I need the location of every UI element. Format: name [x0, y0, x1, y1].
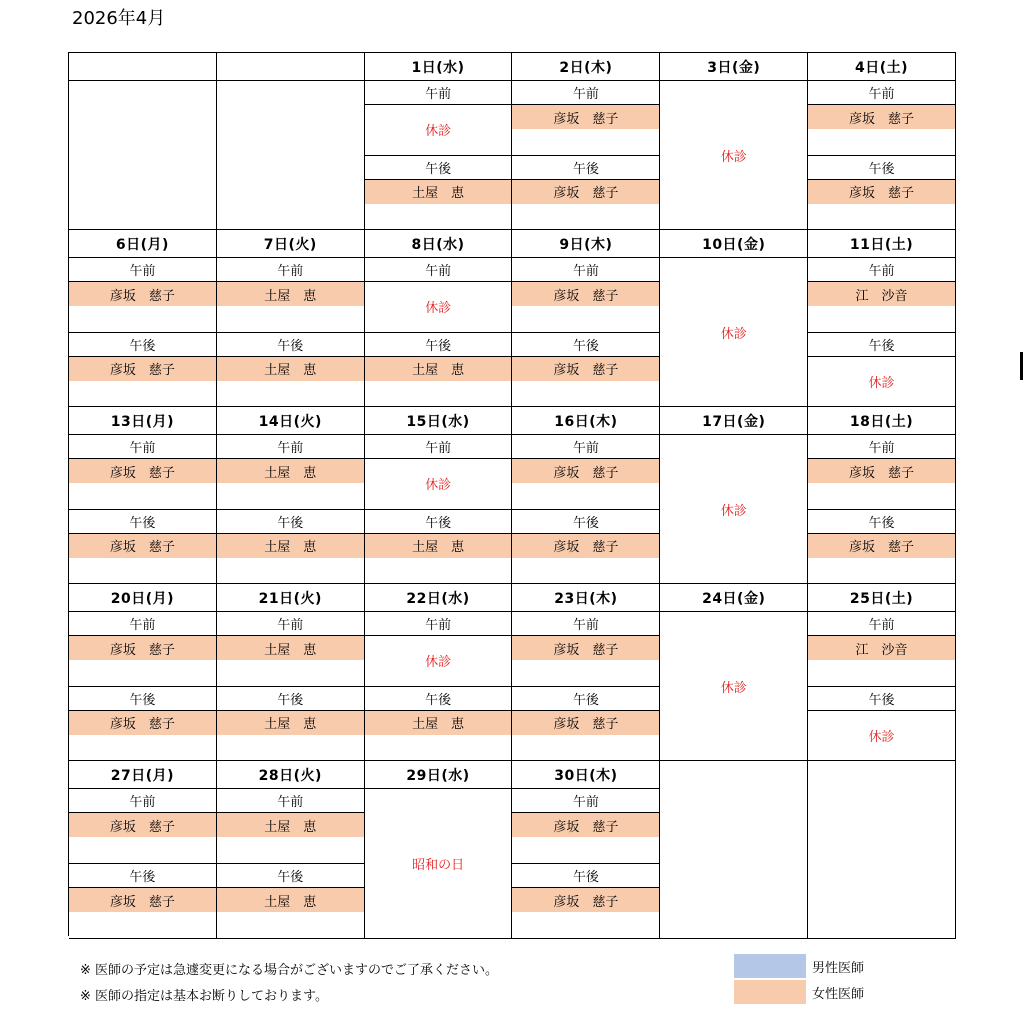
- day-header: [217, 53, 364, 81]
- am-label: 午前: [69, 258, 216, 282]
- day-body: [808, 81, 955, 229]
- pm-label: 午後: [365, 687, 512, 711]
- day-cell: [660, 584, 808, 761]
- legend-item-female: [734, 980, 864, 1004]
- am-period: [217, 789, 364, 863]
- pm-slot: [808, 357, 955, 407]
- am-label: 午前: [365, 258, 512, 282]
- doctor-name: 土屋 恵: [217, 357, 364, 381]
- am-slot: [69, 459, 216, 509]
- empty-day-cell: [69, 53, 217, 230]
- day-cell: [512, 53, 660, 230]
- am-slot: [808, 282, 955, 332]
- am-slot: [512, 636, 659, 686]
- am-slot: [217, 459, 364, 509]
- week-row: [69, 53, 956, 230]
- pm-period: [808, 686, 955, 761]
- empty-day-cell: [217, 53, 365, 230]
- day-cell: [69, 230, 217, 407]
- doctor-name: 土屋 恵: [217, 459, 364, 483]
- pm-period: [217, 686, 364, 761]
- day-header: 17日(金): [660, 407, 807, 435]
- pm-label: 午後: [808, 333, 955, 357]
- day-header: 18日(土): [808, 407, 955, 435]
- am-period: [512, 81, 659, 155]
- am-label: 午前: [217, 612, 364, 636]
- doctor-name: 彦坂 慈子: [512, 180, 659, 204]
- am-slot: [808, 105, 955, 155]
- pm-label: 午後: [512, 687, 659, 711]
- pm-slot: [365, 711, 512, 761]
- doctor-name: 彦坂 慈子: [512, 357, 659, 381]
- day-cell: [365, 761, 513, 939]
- pm-period: [365, 332, 512, 407]
- pm-slot: [217, 888, 364, 938]
- day-header: 14日(火): [217, 407, 364, 435]
- day-cell: [365, 407, 513, 584]
- day-header: 10日(金): [660, 230, 807, 258]
- pm-slot: [365, 534, 512, 584]
- day-cell: [512, 584, 660, 761]
- day-header: 15日(水): [365, 407, 512, 435]
- day-header: 25日(土): [808, 584, 955, 612]
- edge-mark: [1020, 352, 1023, 380]
- pm-period: [512, 155, 659, 230]
- day-body: [69, 789, 216, 938]
- closed-text: 休診: [425, 655, 452, 671]
- am-slot: [365, 282, 512, 332]
- doctor-name: 江 沙音: [808, 282, 955, 306]
- am-label: 午前: [217, 789, 364, 813]
- day-header: 30日(木): [512, 761, 659, 789]
- am-label: 午前: [217, 258, 364, 282]
- day-body: [217, 789, 364, 938]
- pm-slot: [512, 180, 659, 230]
- day-body: [69, 612, 216, 760]
- am-slot: [808, 459, 955, 509]
- am-slot: [217, 636, 364, 686]
- am-slot: [512, 813, 659, 863]
- am-slot: [512, 459, 659, 509]
- am-label: 午前: [365, 81, 512, 105]
- pm-period: [69, 863, 216, 938]
- closed-day-text: 休診: [720, 680, 747, 696]
- doctor-name: 彦坂 慈子: [808, 180, 955, 204]
- closed-day-text: 昭和の日: [412, 858, 465, 873]
- day-header: 1日(水): [365, 53, 512, 81]
- day-body: [808, 612, 955, 760]
- am-period: [512, 258, 659, 332]
- notes: [80, 958, 498, 1010]
- pm-label: 午後: [69, 864, 216, 888]
- pm-period: [365, 155, 512, 230]
- week-row: [69, 407, 956, 584]
- am-period: [69, 435, 216, 509]
- am-period: [69, 789, 216, 863]
- closed-text: 休診: [425, 124, 452, 140]
- week-row: [69, 761, 956, 939]
- pm-slot: [512, 711, 659, 761]
- am-period: [808, 81, 955, 155]
- day-cell: [217, 584, 365, 761]
- am-period: [217, 435, 364, 509]
- closed-day-text: 休診: [720, 149, 747, 165]
- am-period: [365, 258, 512, 332]
- day-cell: [660, 53, 808, 230]
- pm-slot: [512, 888, 659, 938]
- pm-label: 午後: [808, 687, 955, 711]
- pm-slot: [365, 357, 512, 407]
- pm-label: 午後: [365, 156, 512, 180]
- day-cell: [365, 584, 513, 761]
- am-label: 午前: [512, 789, 659, 813]
- pm-period: [69, 686, 216, 761]
- pm-period: [217, 332, 364, 407]
- am-period: [365, 81, 512, 155]
- day-header: 27日(月): [69, 761, 216, 789]
- day-body: [217, 258, 364, 406]
- pm-period: [69, 509, 216, 584]
- doctor-name: 土屋 恵: [217, 888, 364, 912]
- day-cell: [808, 53, 956, 230]
- doctor-name: 彦坂 慈子: [808, 459, 955, 483]
- day-header: 23日(木): [512, 584, 659, 612]
- pm-slot: [217, 711, 364, 761]
- pm-label: 午後: [217, 510, 364, 534]
- day-cell: [217, 230, 365, 407]
- am-period: [217, 258, 364, 332]
- doctor-name: 彦坂 慈子: [512, 636, 659, 660]
- doctor-name: 彦坂 慈子: [69, 357, 216, 381]
- day-header: 22日(水): [365, 584, 512, 612]
- day-header: 20日(月): [69, 584, 216, 612]
- doctor-name: 彦坂 慈子: [512, 534, 659, 558]
- closed-text: 休診: [868, 375, 895, 391]
- day-header: 11日(土): [808, 230, 955, 258]
- pm-slot: [808, 180, 955, 230]
- pm-label: 午後: [217, 864, 364, 888]
- doctor-name: 彦坂 慈子: [512, 711, 659, 735]
- day-cell: [69, 584, 217, 761]
- pm-slot: [69, 357, 216, 407]
- am-label: 午前: [808, 81, 955, 105]
- day-cell: [69, 407, 217, 584]
- doctor-name: 彦坂 慈子: [512, 888, 659, 912]
- doctor-name: 彦坂 慈子: [69, 282, 216, 306]
- am-label: 午前: [69, 612, 216, 636]
- pm-slot: [69, 534, 216, 584]
- am-period: [808, 258, 955, 332]
- am-label: 午前: [365, 612, 512, 636]
- day-cell: [365, 230, 513, 407]
- pm-period: [808, 332, 955, 407]
- day-body: [69, 435, 216, 583]
- am-period: [365, 612, 512, 686]
- am-slot: [365, 459, 512, 509]
- day-header: 13日(月): [69, 407, 216, 435]
- doctor-name: 彦坂 慈子: [69, 459, 216, 483]
- day-header: 2日(木): [512, 53, 659, 81]
- doctor-name: 彦坂 慈子: [512, 813, 659, 837]
- pm-slot: [217, 357, 364, 407]
- legend-item-male: [734, 954, 864, 978]
- am-slot: [512, 105, 659, 155]
- am-label: 午前: [512, 81, 659, 105]
- day-cell: [217, 407, 365, 584]
- pm-label: 午後: [365, 510, 512, 534]
- doctor-name: 彦坂 慈子: [512, 459, 659, 483]
- doctor-name: 彦坂 慈子: [808, 534, 955, 558]
- legend-label: 女性医師: [812, 986, 865, 1002]
- am-period: [512, 789, 659, 863]
- am-period: [217, 612, 364, 686]
- day-cell: [660, 230, 808, 407]
- doctor-name: 土屋 恵: [217, 813, 364, 837]
- pm-slot: [808, 534, 955, 584]
- legend-label: 男性医師: [812, 960, 865, 976]
- closed-day-text: 休診: [720, 503, 747, 519]
- doctor-name: 土屋 恵: [365, 357, 512, 381]
- doctor-name: 彦坂 慈子: [69, 813, 216, 837]
- am-slot: [808, 636, 955, 686]
- day-body: [808, 258, 955, 406]
- doctor-name: 江 沙音: [808, 636, 955, 660]
- day-cell: [808, 230, 956, 407]
- pm-label: 午後: [512, 510, 659, 534]
- pm-period: [808, 509, 955, 584]
- am-label: 午前: [512, 612, 659, 636]
- doctor-name: 土屋 恵: [365, 534, 512, 558]
- pm-label: 午後: [808, 510, 955, 534]
- am-slot: [365, 105, 512, 155]
- am-slot: [69, 282, 216, 332]
- am-label: 午前: [69, 789, 216, 813]
- pm-period: [365, 509, 512, 584]
- empty-day-cell: [808, 761, 956, 939]
- pm-label: 午後: [69, 687, 216, 711]
- am-period: [512, 612, 659, 686]
- am-period: [808, 435, 955, 509]
- day-header: [808, 761, 955, 789]
- day-body: [512, 258, 659, 406]
- pm-label: 午後: [69, 333, 216, 357]
- am-slot: [69, 636, 216, 686]
- day-body: [512, 789, 659, 938]
- pm-label: 午後: [217, 687, 364, 711]
- am-label: 午前: [512, 435, 659, 459]
- pm-period: [512, 686, 659, 761]
- day-header: 6日(月): [69, 230, 216, 258]
- am-label: 午前: [808, 435, 955, 459]
- doctor-name: 彦坂 慈子: [69, 636, 216, 660]
- day-body: [512, 435, 659, 583]
- day-body: [217, 435, 364, 583]
- day-cell: [512, 761, 660, 939]
- legend: [734, 954, 864, 1006]
- doctor-name: 彦坂 慈子: [69, 534, 216, 558]
- day-body: [365, 612, 512, 760]
- pm-period: [69, 332, 216, 407]
- am-period: [808, 612, 955, 686]
- pm-label: 午後: [365, 333, 512, 357]
- pm-slot: [69, 888, 216, 938]
- closed-text: 休診: [425, 301, 452, 317]
- doctor-name: 土屋 恵: [365, 180, 512, 204]
- day-header: [660, 761, 807, 789]
- day-cell: [808, 584, 956, 761]
- note-line: ※ 医師の指定は基本お断りしております。: [80, 989, 328, 1004]
- day-cell: [512, 407, 660, 584]
- doctor-name: 彦坂 慈子: [808, 105, 955, 129]
- week-row: [69, 230, 956, 407]
- day-body: [365, 258, 512, 406]
- day-body: [365, 435, 512, 583]
- doctor-name: 土屋 恵: [217, 636, 364, 660]
- pm-label: 午後: [512, 156, 659, 180]
- schedule-calendar: [68, 52, 956, 936]
- am-slot: [69, 813, 216, 863]
- am-period: [69, 612, 216, 686]
- day-cell: [512, 230, 660, 407]
- day-header: 4日(土): [808, 53, 955, 81]
- day-body: [365, 81, 512, 229]
- pm-period: [512, 332, 659, 407]
- doctor-name: 土屋 恵: [365, 711, 512, 735]
- doctor-name: 彦坂 慈子: [512, 282, 659, 306]
- pm-slot: [69, 711, 216, 761]
- day-header: 3日(金): [660, 53, 807, 81]
- pm-period: [808, 155, 955, 230]
- pm-slot: [217, 534, 364, 584]
- legend-swatch-male: [734, 954, 806, 978]
- day-cell: [808, 407, 956, 584]
- pm-slot: [512, 534, 659, 584]
- note-line: ※ 医師の予定は急遽変更になる場合がございますのでご了承ください。: [80, 963, 499, 978]
- day-body: [217, 612, 364, 760]
- pm-period: [512, 863, 659, 938]
- doctor-name: 彦坂 慈子: [69, 711, 216, 735]
- empty-day-cell: [660, 761, 808, 939]
- day-cell: [217, 761, 365, 939]
- day-header: 28日(火): [217, 761, 364, 789]
- doctor-name: 彦坂 慈子: [69, 888, 216, 912]
- closed-day-text: 休診: [720, 326, 747, 342]
- am-label: 午前: [512, 258, 659, 282]
- day-cell: [365, 53, 513, 230]
- doctor-name: 土屋 恵: [217, 534, 364, 558]
- day-header: 21日(火): [217, 584, 364, 612]
- day-body: [512, 81, 659, 229]
- pm-slot: [365, 180, 512, 230]
- doctor-name: 彦坂 慈子: [512, 105, 659, 129]
- day-header: 16日(木): [512, 407, 659, 435]
- pm-label: 午後: [217, 333, 364, 357]
- am-period: [512, 435, 659, 509]
- day-header: 24日(金): [660, 584, 807, 612]
- page-title: 2026年4月: [72, 8, 166, 29]
- pm-slot: [808, 711, 955, 761]
- pm-label: 午後: [512, 864, 659, 888]
- legend-swatch-female: [734, 980, 806, 1004]
- day-header: 7日(火): [217, 230, 364, 258]
- day-header: 9日(木): [512, 230, 659, 258]
- pm-slot: [512, 357, 659, 407]
- week-row: [69, 584, 956, 761]
- am-label: 午前: [808, 612, 955, 636]
- am-label: 午前: [365, 435, 512, 459]
- day-cell: [660, 407, 808, 584]
- doctor-name: 土屋 恵: [217, 282, 364, 306]
- pm-period: [512, 509, 659, 584]
- am-label: 午前: [808, 258, 955, 282]
- pm-period: [217, 509, 364, 584]
- pm-period: [365, 686, 512, 761]
- day-body: [512, 612, 659, 760]
- day-header: 8日(水): [365, 230, 512, 258]
- pm-label: 午後: [512, 333, 659, 357]
- day-cell: [69, 761, 217, 939]
- am-period: [365, 435, 512, 509]
- am-label: 午前: [217, 435, 364, 459]
- am-slot: [365, 636, 512, 686]
- am-slot: [217, 282, 364, 332]
- am-slot: [217, 813, 364, 863]
- doctor-name: 土屋 恵: [217, 711, 364, 735]
- am-label: 午前: [69, 435, 216, 459]
- closed-text: 休診: [425, 478, 452, 494]
- pm-period: [217, 863, 364, 938]
- pm-label: 午後: [69, 510, 216, 534]
- am-slot: [512, 282, 659, 332]
- pm-label: 午後: [808, 156, 955, 180]
- closed-text: 休診: [868, 729, 895, 745]
- day-body: [69, 258, 216, 406]
- am-period: [69, 258, 216, 332]
- day-body: [808, 435, 955, 583]
- day-header: [69, 53, 216, 81]
- day-header: 29日(水): [365, 761, 512, 789]
